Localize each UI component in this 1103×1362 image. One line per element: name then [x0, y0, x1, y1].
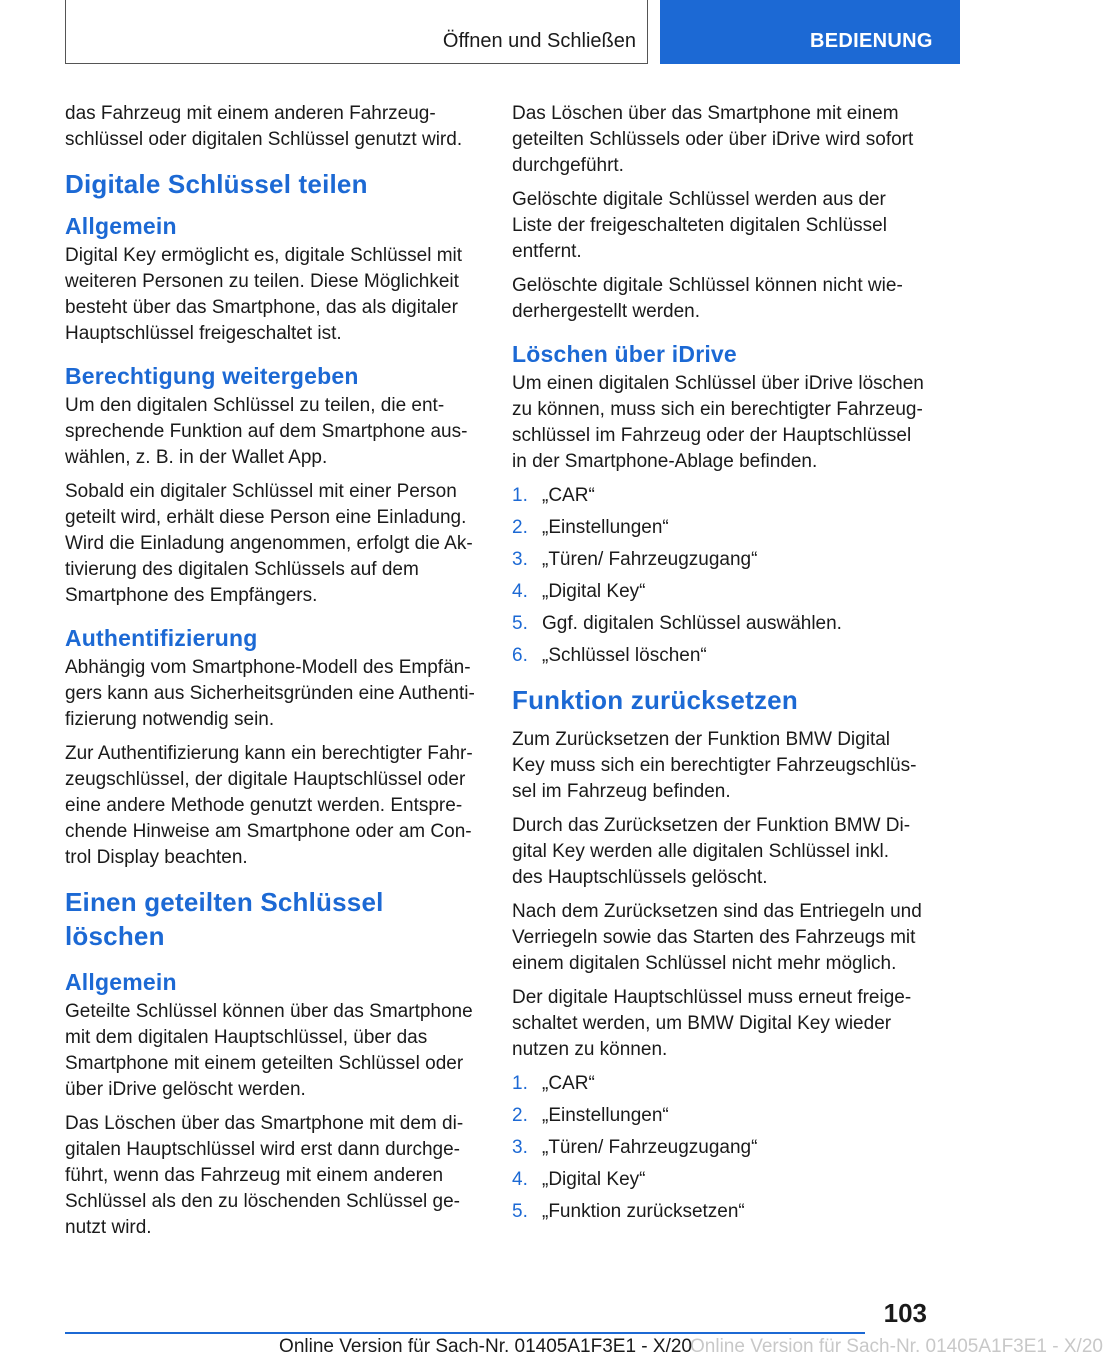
list-item	[512, 1071, 924, 1097]
step-number: 6.	[512, 645, 528, 666]
paragraph-reset-2: Durch das Zurücksetzen der Funktion BMW Di-gital Key werden alle digitalen Schlüssel inkl. des Hauptschlüssels gelöscht.	[512, 815, 911, 888]
list-item	[512, 483, 924, 509]
right-column	[512, 101, 924, 1231]
list-item	[512, 579, 924, 605]
step-text: „Einstellungen“	[542, 517, 669, 538]
paragraph-reset-4: Der digitale Hauptschlüssel muss erneut freige-schaltet werden, um BMW Digital Key wieder nutzen zu können.	[512, 987, 912, 1060]
step-text: „Türen/ Fahrzeugzugang“	[542, 549, 758, 570]
list-item	[512, 1135, 924, 1161]
step-number: 3.	[512, 549, 528, 570]
step-text: „Digital Key“	[542, 1169, 646, 1190]
heading-delete-idrive: Löschen über iDrive	[512, 341, 737, 367]
steps-reset	[512, 1071, 924, 1225]
left-column	[65, 101, 477, 1249]
paragraph-reset-3: Nach dem Zurücksetzen sind das Entriegeln und Verriegeln sowie das Starten des Fahrzeugs mit einem digitalen Schlüssel nicht mehr möglich.	[512, 901, 922, 974]
heading-general-delete: Allgemein	[65, 969, 177, 995]
paragraph-pass-1: Um den digitalen Schlüssel zu teilen, die ent-sprechende Funktion auf dem Smartphone aus-wählen, z. B. in der Wallet App.	[65, 395, 468, 468]
paragraph-auth-2: Zur Authentifizierung kann ein berechtigter Fahr-zeugschlüssel, der digitale Hauptschlüssel oder eine andere Methode genutzt werden. Entspre-chende Hinweise am Smartphone oder am Con-trol Display beachten.	[65, 743, 473, 868]
paragraph-pass-2: Sobald ein digitaler Schlüssel mit einer Person geteilt wird, erhält diese Person eine Einladung. Wird die Einladung angenommen, erfolgt die Ak-tivierung des digitalen Schlüssels auf dem Smartphone des Empfängers.	[65, 481, 473, 606]
heading-authentication: Authentifizierung	[65, 625, 258, 651]
paragraph-reset-1: Zum Zurücksetzen der Funktion BMW Digital Key muss sich ein berechtigter Fahrzeugschlüs-sel im Fahrzeug befinden.	[512, 729, 917, 802]
footer-online-version: Online Version für Sach-Nr. 01405A1F3E1 - X/20	[279, 1336, 692, 1357]
step-text: „Schlüssel löschen“	[542, 645, 707, 666]
header-chapter-tab[interactable]	[660, 0, 960, 64]
paragraph-deleted-removed: Gelöschte digitale Schlüssel werden aus der Liste der freigeschalteten digitalen Schlüssel entfernt.	[512, 189, 887, 262]
heading-reset-function: Funktion zurücksetzen	[512, 685, 798, 715]
heading-delete-shared-key: Einen geteilten Schlüssel löschen	[65, 887, 384, 951]
footer-divider	[65, 1332, 865, 1334]
step-number: 2.	[512, 517, 528, 538]
step-number: 1.	[512, 1073, 528, 1094]
list-item	[512, 1199, 924, 1225]
list-item	[512, 611, 924, 637]
paragraph-deleted-unrecoverable: Gelöschte digitale Schlüssel können nicht wie-derhergestellt werden.	[512, 275, 903, 322]
step-text: „Funktion zurücksetzen“	[542, 1201, 745, 1222]
step-text: „CAR“	[542, 485, 595, 506]
step-text: „Türen/ Fahrzeugzugang“	[542, 1137, 758, 1158]
step-number: 1.	[512, 485, 528, 506]
header-section-title: Öffnen und Schließen	[442, 30, 636, 52]
paragraph-auth-1: Abhängig vom Smartphone-Modell des Empfän-gers kann aus Sicherheitsgründen eine Authenti-fizierung notwendig sein.	[65, 657, 475, 730]
paragraph-delete-smartphone: Das Löschen über das Smartphone mit einem geteilten Schlüssels oder über iDrive wird sofort durchgeführt.	[512, 103, 914, 176]
paragraph-intro: das Fahrzeug mit einem anderen Fahrzeug-schlüssel oder digitalen Schlüssel genutzt wird.	[65, 103, 463, 150]
list-item	[512, 547, 924, 573]
step-number: 2.	[512, 1105, 528, 1126]
paragraph-general-delete-1: Geteilte Schlüssel können über das Smartphone mit dem digitalen Hauptschlüssel, über das Smartphone mit einem geteilten Schlüssel oder über iDrive gelöscht werden.	[65, 1001, 473, 1100]
step-number: 4.	[512, 581, 528, 602]
step-number: 4.	[512, 1169, 528, 1190]
paragraph-general-delete-2: Das Löschen über das Smartphone mit dem di-gitalen Hauptschlüssel wird erst dann durchge-führt, wenn das Fahrzeug mit einem anderen Schlüssel als den zu löschenden Schlüssel ge-nutzt wird.	[65, 1113, 464, 1238]
step-number: 3.	[512, 1137, 528, 1158]
list-item	[512, 643, 924, 669]
heading-general-share: Allgemein	[65, 213, 177, 239]
paragraph-delete-idrive: Um einen digitalen Schlüssel über iDrive löschen zu können, muss sich ein berechtigter Fahrzeug-schlüssel im Fahrzeug oder der Hauptschlüssel in der Smartphone-Ablage befinden.	[512, 373, 924, 472]
step-text: Ggf. digitalen Schlüssel auswählen.	[542, 613, 842, 634]
heading-share-keys: Digitale Schlüssel teilen	[65, 169, 368, 199]
step-number: 5.	[512, 1201, 528, 1222]
step-text: „CAR“	[542, 1073, 595, 1094]
step-text: „Einstellungen“	[542, 1105, 669, 1126]
step-number: 5.	[512, 613, 528, 634]
steps-delete-idrive	[512, 483, 924, 669]
list-item	[512, 1103, 924, 1129]
header-chapter-label: BEDIENUNG	[810, 30, 933, 52]
list-item	[512, 515, 924, 541]
page-number: 103	[883, 1298, 927, 1328]
heading-pass-authorization: Berechtigung weitergeben	[65, 363, 359, 389]
footer-watermark: Online Version für Sach-Nr. 01405A1F3E1 - X/20	[690, 1336, 1103, 1357]
list-item	[512, 1167, 924, 1193]
paragraph-general-share: Digital Key ermöglicht es, digitale Schlüssel mit weiteren Personen zu teilen. Diese Möglichkeit besteht über das Smartphone, das als digitaler Hauptschlüssel freigeschaltet ist.	[65, 245, 463, 344]
step-text: „Digital Key“	[542, 581, 646, 602]
